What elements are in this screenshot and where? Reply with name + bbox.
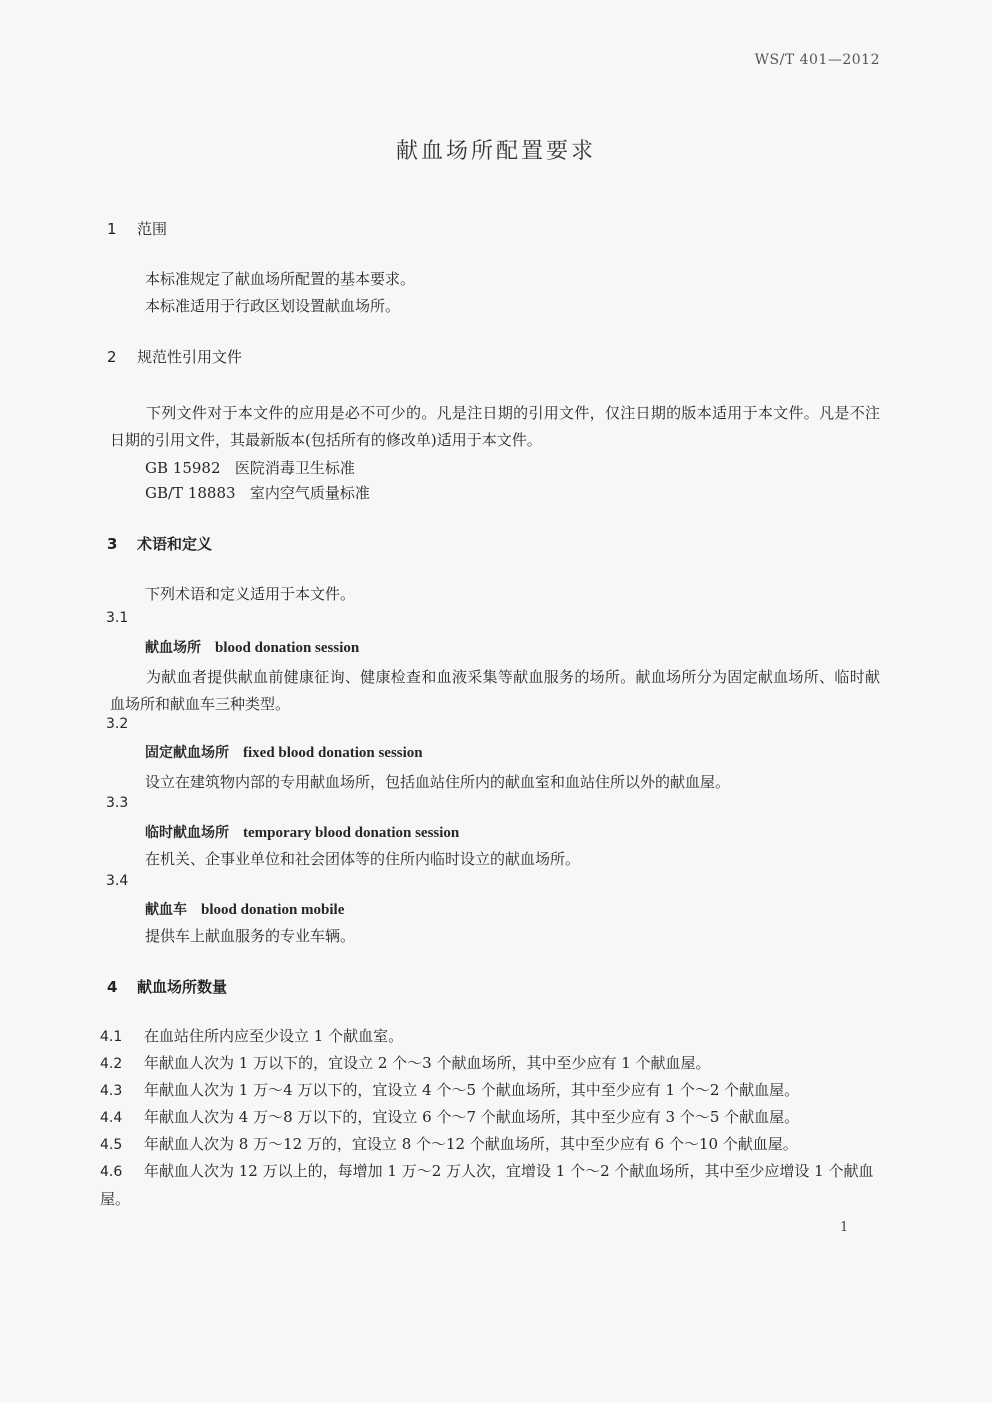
term-en: blood donation mobile <box>201 902 345 918</box>
section-4-heading <box>107 976 227 997</box>
list-item <box>100 1050 880 1078</box>
section-3-heading <box>107 533 212 554</box>
term-number: 3.2 <box>106 716 129 732</box>
reference-item <box>145 482 370 504</box>
item-text: 年献血人次为 1 万以下的，宜设立 2 个～3 个献血场所，其中至少应有 1 个献血屋。 <box>144 1054 711 1072</box>
item-number: 4.2 <box>100 1056 123 1072</box>
normative-references-paragraph: 下列文件对于本文件的应用是必不可少的。凡是注日期的引用文件，仅注日期的版本适用于本文件。凡是不注日期的引用文件，其最新版本(包括所有的修改单)适用于本文件。 <box>110 404 880 449</box>
term-definition: 在机关、企事业单位和社会团体等的住所内临时设立的献血场所。 <box>145 850 581 868</box>
section-number: 4 <box>107 978 118 996</box>
reference-name: 室内空气质量标准 <box>249 484 370 502</box>
item-number: 4.1 <box>100 1029 123 1045</box>
term-title <box>145 742 423 762</box>
term-title <box>145 637 359 657</box>
list-item <box>100 1023 880 1051</box>
reference-code: GB/T 18883 <box>145 484 236 502</box>
term-definition: 设立在建筑物内部的专用献血场所，包括血站住所内的献血室和血站住所以外的献血屋。 <box>145 773 731 791</box>
section-title: 规范性引用文件 <box>137 348 243 366</box>
scope-line-1: 本标准规定了献血场所配置的基本要求。 <box>145 270 416 288</box>
term-definition: 为献血者提供献血前健康征询、健康检查和血液采集等献血服务的场所。献血场所分为固定献血场所、临时献血场所和献血车三种类型。 <box>110 668 880 713</box>
section-title: 献血场所数量 <box>137 978 228 996</box>
document-title: 献血场所配置要求 <box>395 139 596 164</box>
list-item <box>100 1158 880 1213</box>
term-number: 3.4 <box>106 873 129 889</box>
term-en: temporary blood donation session <box>243 825 460 841</box>
page-number: 1 <box>840 1220 849 1235</box>
term-zh: 献血车 <box>145 902 187 918</box>
reference-item <box>145 457 355 479</box>
section-title: 范围 <box>137 220 168 238</box>
reference-code: GB 15982 <box>145 459 221 477</box>
term-title <box>145 899 344 919</box>
item-text: 年献血人次为 12 万以上的，每增加 1 万～2 万人次，宜增设 1 个～2 个献血场所，其中至少应增设 1 个献血屋。 <box>100 1162 874 1208</box>
item-number: 4.4 <box>100 1110 123 1126</box>
item-text: 年献血人次为 1 万～4 万以下的，宜设立 4 个～5 个献血场所，其中至少应有 1 个～2 个献血屋。 <box>144 1081 800 1099</box>
term-en: blood donation session <box>215 640 360 656</box>
item-number: 4.6 <box>100 1164 123 1180</box>
item-text: 在血站住所内应至少设立 1 个献血室。 <box>144 1027 404 1045</box>
reference-name: 医院消毒卫生标准 <box>234 459 355 477</box>
item-text: 年献血人次为 4 万～8 万以下的，宜设立 6 个～7 个献血场所，其中至少应有 3 个～5 个献血屋。 <box>144 1108 800 1126</box>
item-number: 4.3 <box>100 1083 123 1099</box>
list-item <box>100 1131 880 1159</box>
term-zh: 固定献血场所 <box>145 745 229 761</box>
scope-line-2: 本标准适用于行政区划设置献血场所。 <box>145 297 401 315</box>
term-title <box>145 822 459 842</box>
term-zh: 献血场所 <box>145 640 201 656</box>
term-definition: 提供车上献血服务的专业车辆。 <box>145 927 356 945</box>
term-en: fixed blood donation session <box>243 745 423 761</box>
section-title: 术语和定义 <box>137 535 213 553</box>
section-number: 3 <box>107 535 118 553</box>
section-number: 2 <box>107 348 117 366</box>
section-number: 1 <box>107 220 117 238</box>
term-zh: 临时献血场所 <box>145 825 229 841</box>
standard-code: WS/T 401—2012 <box>754 52 880 68</box>
section-1-heading <box>107 218 167 239</box>
item-text: 年献血人次为 8 万～12 万的，宜设立 8 个～12 个献血场所，其中至少应有 6 个～10 个献血屋。 <box>144 1135 798 1153</box>
list-item <box>100 1077 880 1105</box>
section-2-heading <box>107 346 242 367</box>
list-item <box>100 1104 880 1132</box>
term-number: 3.1 <box>106 610 129 626</box>
terms-intro: 下列术语和定义适用于本文件。 <box>145 585 356 603</box>
item-number: 4.5 <box>100 1137 123 1153</box>
term-number: 3.3 <box>106 795 129 811</box>
